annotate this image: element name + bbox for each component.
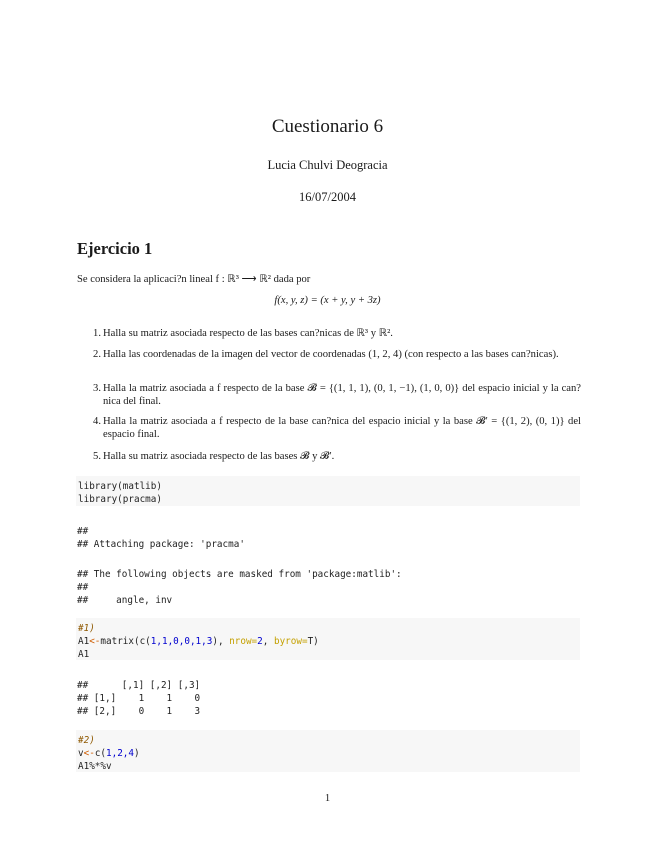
list-number: 1.	[93, 328, 101, 339]
page-number: 1	[324, 793, 331, 804]
document-date: 16/07/2004	[299, 190, 356, 204]
code-token: 2	[257, 636, 263, 647]
code-output	[77, 568, 402, 607]
document-author: Lucia Chulvi Deogracia	[267, 158, 388, 172]
code-block	[76, 618, 580, 660]
code-token: ),	[212, 636, 230, 647]
list-text: Halla su matriz asociada respecto de las bases can?nicas de ℝ³ y ℝ².	[103, 328, 393, 339]
code-token: )	[134, 748, 140, 759]
output-line: ##	[77, 582, 89, 593]
code-token: A1	[78, 636, 90, 647]
display-formula: f(x, y, z) = (x + y, y + 3z)	[274, 295, 381, 306]
list-text: Halla las coordenadas de la imagen del vector de coordenadas (1, 2, 4) (con respecto a las bases can?nicas).	[103, 349, 559, 360]
intro-paragraph: Se considera la aplicaci?n lineal f : ℝ³ ⟶ ℝ² dada por	[77, 274, 311, 285]
code-output	[77, 525, 245, 551]
output-line: ## The following objects are masked from 'package:matlib':	[77, 569, 402, 580]
code-block	[76, 730, 580, 772]
list-text: Halla la matriz asociada a f respecto de la base can?nica del espacio inicial y la base 𝓑′ = {(1, 2), (0, 1)} del espacio final.	[103, 416, 581, 440]
document-title: Cuestionario 6	[271, 116, 384, 137]
output-line: ## [2,] 0 1 3	[77, 706, 201, 717]
code-line: library(matlib)	[78, 481, 162, 492]
code-line: library(pracma)	[78, 494, 162, 505]
code-line: A1%*%v	[78, 761, 112, 772]
list-text: Halla su matriz asociada respecto de las bases 𝓑 y 𝓑′.	[103, 451, 335, 462]
code-token: T)	[307, 636, 319, 647]
code-comment: #2)	[78, 735, 95, 746]
code-token: nrow=	[229, 636, 258, 647]
code-token: c(	[94, 748, 107, 759]
output-line: ## [,1] [,2] [,3]	[77, 680, 201, 691]
code-line: A1	[78, 649, 90, 660]
code-token: ,	[262, 636, 274, 647]
list-number: 5.	[93, 451, 101, 462]
code-token: <-	[89, 636, 101, 647]
code-token: <-	[83, 748, 95, 759]
list-number: 3.	[93, 383, 101, 394]
output-line: ## [1,] 1 1 0	[77, 693, 201, 704]
list-number: 2.	[93, 349, 101, 360]
code-comment: #1)	[78, 623, 95, 634]
code-token: byrow=	[273, 636, 308, 647]
code-token: 1,2,4	[106, 748, 135, 759]
code-token: matrix(c(	[100, 636, 151, 647]
section-heading: Ejercicio 1	[77, 239, 153, 258]
code-token: v	[78, 748, 84, 759]
code-output	[77, 679, 200, 718]
list-text: Halla la matriz asociada a f respecto de la base 𝓑 = {(1, 1, 1), (0, 1, −1), (1, 0, 0)} del espacio inicial y la can?nica del final.	[103, 383, 581, 407]
output-line: ## angle, inv	[77, 595, 173, 606]
list-number: 4.	[93, 416, 101, 427]
output-line: ## Attaching package: 'pracma'	[77, 539, 245, 550]
code-token: 1,1,0,0,1,3	[150, 636, 213, 647]
output-line: ##	[77, 526, 89, 537]
code-block	[76, 476, 580, 506]
